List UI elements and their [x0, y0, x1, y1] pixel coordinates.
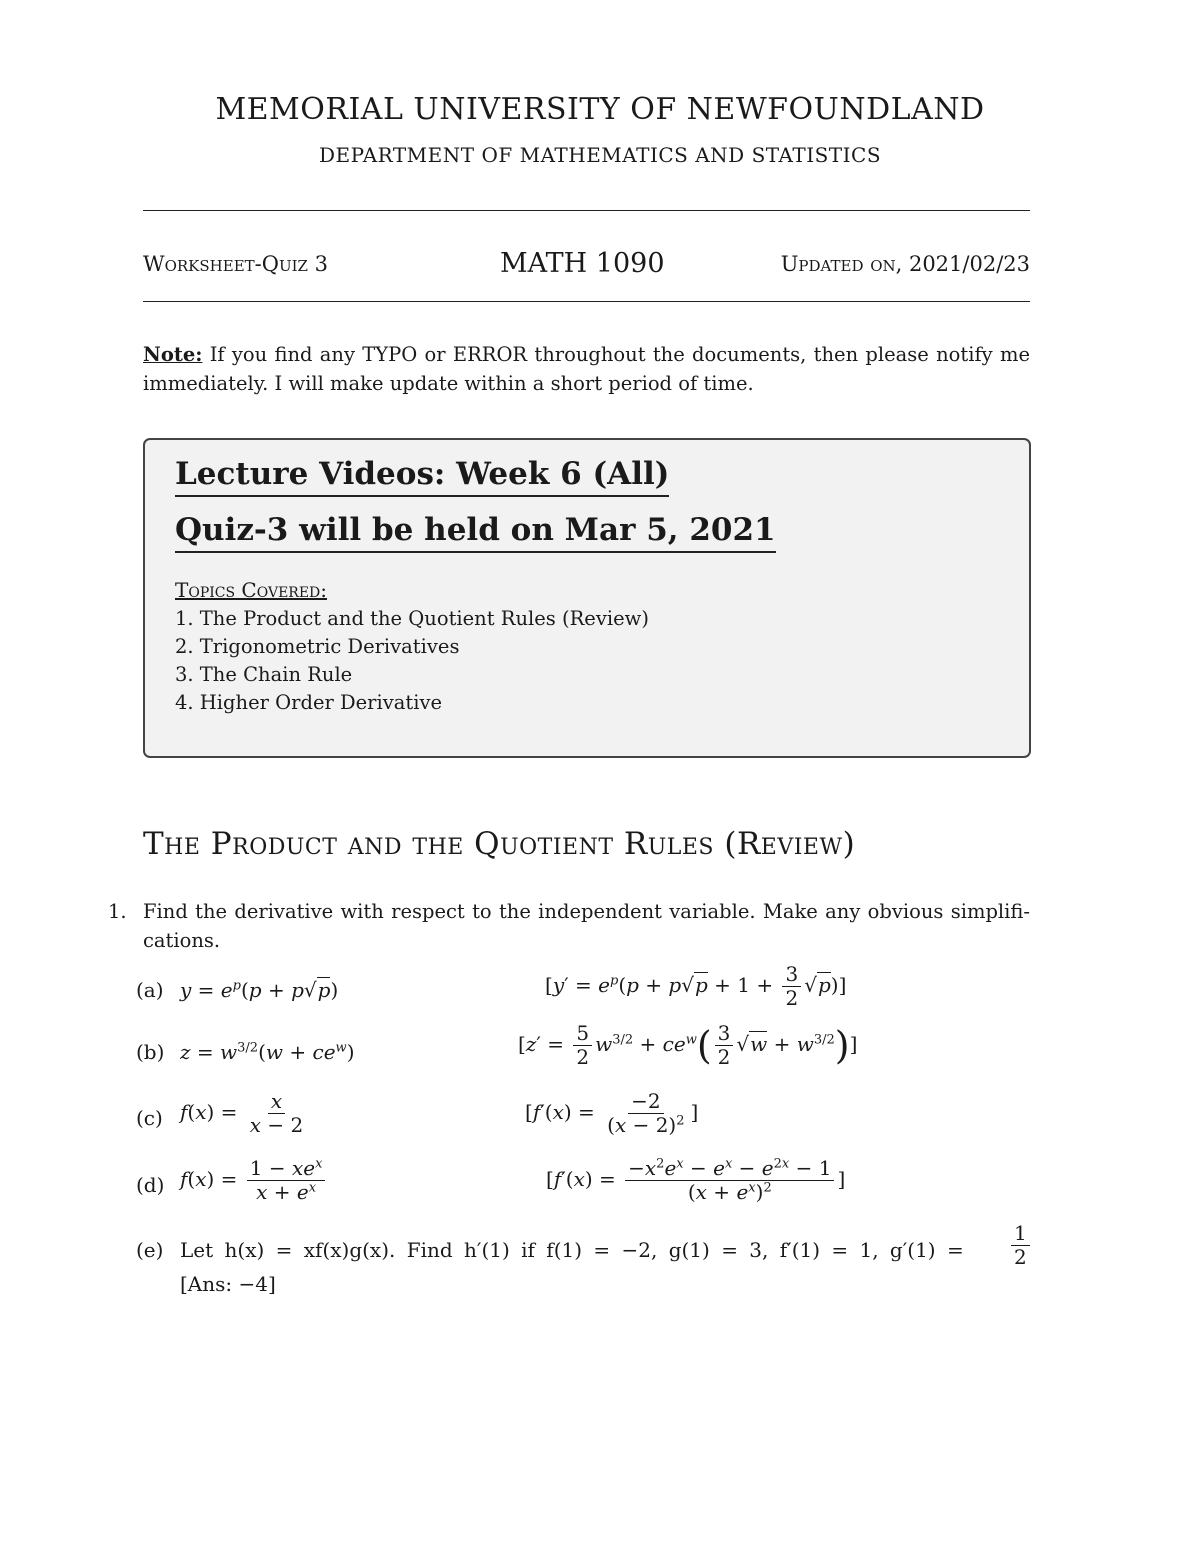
updated-date: Updated on, 2021/02/23 [780, 252, 1030, 276]
part-a-label: (a) [136, 978, 164, 1002]
note-label: Note: [143, 343, 203, 366]
part-b-problem: $z = w^{3/2}(w + ce^w)$ [180, 1040, 355, 1064]
top-rule [143, 210, 1030, 211]
topic-item: 2. Trigonometric Derivatives [175, 635, 460, 658]
part-c-label: (c) [136, 1106, 163, 1130]
question-number: 1. [108, 900, 127, 923]
part-c-answer: [f′(x) = $\frac{-2}{(x - 2)^2}$ ] [525, 1089, 699, 1137]
university-name: MEMORIAL UNIVERSITY OF NEWFOUNDLAND [215, 92, 985, 127]
part-a-answer: [$y' = e^p(p + p√p + 1$ + $\frac{3}{2}$ √p)] [545, 962, 847, 1010]
part-a-problem: $y = e^p(p + p√p)$ [180, 978, 339, 1002]
topics-list [175, 605, 649, 717]
topics-title: Topics Covered: [175, 578, 328, 602]
part-d-problem: f(x) = $\frac{1 - xe^x}{x + e^x}$ [180, 1157, 328, 1204]
note-text: If you find any TYPO or ERROR throughout the documents, then please notify me immediately. I will make update within a short period of time. [143, 343, 1030, 395]
note-paragraph [143, 340, 1030, 398]
part-e-fraction: $\frac{1}{2}$ [1008, 1222, 1033, 1269]
lecture-videos-heading: Lecture Videos: Week 6 (All) [175, 456, 669, 497]
part-b-answer: [z′ = $\frac{5}{2}$ $w^{3/2} + ce^w$( $\frac{3}{2}$ $√w + w^{3/2}$)] [518, 1021, 858, 1069]
course-code: MATH 1090 [500, 248, 665, 279]
part-e-answer: [Ans: −4] [180, 1272, 276, 1296]
part-e-text: Let h(x) = xf(x)g(x). Find h′(1) if f(1) = −2, g(1) = 3, f′(1) = 1, g′(1) = [180, 1238, 964, 1262]
info-box [143, 438, 1031, 758]
question-text: Find the derivative with respect to the independent variable. Make any obvious simplifi-cations. [143, 900, 1030, 952]
part-d-answer: [f′(x) = $\frac{-x^2e^x - e^x - e^{2x} - 1}{(x + e^x)^2}$ ] [546, 1156, 846, 1204]
part-c-problem: f(x) = $\frac{x}{x - 2}$ [180, 1089, 304, 1137]
topic-item: 1. The Product and the Quotient Rules (Review) [175, 607, 649, 630]
bottom-rule [143, 301, 1030, 302]
part-b-label: (b) [136, 1040, 165, 1064]
department-name: DEPARTMENT OF MATHEMATICS AND STATISTICS [318, 143, 882, 167]
topic-item: 4. Higher Order Derivative [175, 691, 443, 714]
part-d-label: (d) [136, 1173, 165, 1197]
topic-item: 3. The Chain Rule [175, 663, 353, 686]
section-title: The Product and the Quotient Rules (Review) [143, 826, 856, 862]
quiz-date-heading: Quiz-3 will be held on Mar 5, 2021 [175, 512, 776, 553]
part-e-label: (e) [136, 1238, 164, 1262]
worksheet-label: Worksheet-Quiz 3 [143, 252, 328, 276]
